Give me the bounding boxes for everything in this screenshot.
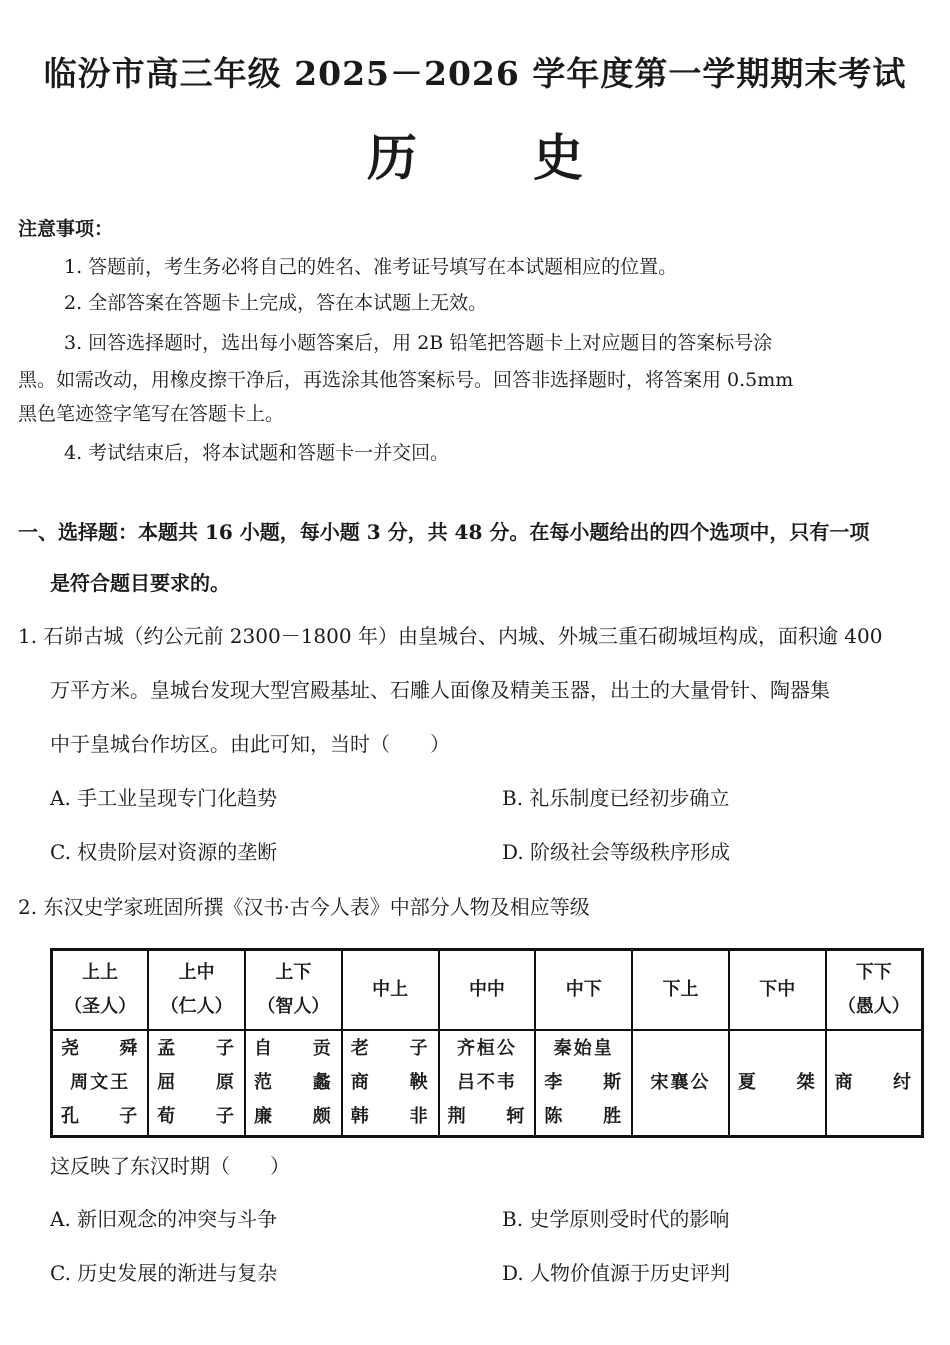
section-heading-line2: 是符合题目要求的。 [50, 571, 230, 595]
q1-option-a: A. 手工业呈现专门化趋势 [50, 786, 278, 810]
grade-header-cell: 上上 （圣人） [52, 950, 149, 1031]
notice-line-4: 黑。如需改动，用橡皮擦干净后，再选涂其他答案标号。回答非选择题时，将答案用 0.5mm [18, 369, 794, 391]
grade-table-names-row [52, 1030, 923, 1137]
grade-names-cell: 孟 子 屈 原 荀 子 [148, 1030, 245, 1137]
grade-names-cell: 宋襄公 [632, 1030, 729, 1137]
subject-title [0, 118, 950, 190]
grade-table [50, 948, 924, 1138]
q2-option-c: C. 历史发展的渐进与复杂 [50, 1261, 278, 1285]
subject-char-2: 史 [533, 128, 583, 187]
notice-line-2: 2. 全部答案在答题卡上完成，答在本试题上无效。 [64, 292, 488, 314]
q2-question: 这反映了东汉时期（ ） [50, 1154, 290, 1178]
grade-header-cell: 下下 （愚人） [826, 950, 923, 1031]
grade-header-cell: 中中 [439, 950, 536, 1031]
grade-names-cell: 齐桓公 吕不韦 荆 轲 [439, 1030, 536, 1137]
notice-heading: 注意事项： [18, 218, 114, 240]
notice-line-1: 1. 答题前，考生务必将自己的姓名、准考证号填写在本试题相应的位置。 [64, 256, 678, 278]
grade-header-cell: 下中 [729, 950, 826, 1031]
grade-names-cell: 夏 桀 [729, 1030, 826, 1137]
q1-stem-line2: 万平方米。皇城台发现大型宫殿基址、石雕人面像及精美玉器，出土的大量骨针、陶器集 [50, 678, 830, 702]
grade-table-header-row [52, 950, 923, 1031]
q2-option-d: D. 人物价值源于历史评判 [502, 1261, 731, 1285]
notice-line-5: 黑色笔迹签字笔写在答题卡上。 [18, 403, 285, 425]
grade-header-cell: 上下 （智人） [245, 950, 342, 1031]
grade-names-cell: 尧 舜 周文王 孔 子 [52, 1030, 149, 1137]
notice-line-3: 3. 回答选择题时，选出每小题答案后，用 2B 铅笔把答题卡上对应题目的答案标号涂 [64, 332, 773, 354]
grade-header-cell: 下上 [632, 950, 729, 1031]
grade-names-cell: 自 贡 范 蠡 廉 颇 [245, 1030, 342, 1137]
q1-option-d: D. 阶级社会等级秩序形成 [502, 840, 731, 864]
grade-header-cell: 中上 [342, 950, 439, 1031]
grade-names-cell: 商 纣 [826, 1030, 923, 1137]
q2-option-a: A. 新旧观念的冲突与斗争 [50, 1207, 278, 1231]
q2-stem: 2. 东汉史学家班固所撰《汉书·古今人表》中部分人物及相应等级 [18, 895, 590, 919]
q1-option-c: C. 权贵阶层对资源的垄断 [50, 840, 278, 864]
q1-option-b: B. 礼乐制度已经初步确立 [502, 786, 730, 810]
section-heading-line1: 一、选择题：本题共 16 小题，每小题 3 分，共 48 分。在每小题给出的四个选项中，只有一项 [18, 520, 870, 544]
grade-header-cell: 中下 [535, 950, 632, 1031]
exam-title: 临汾市高三年级 2025－2026 学年度第一学期期末考试 [43, 54, 907, 93]
grade-header-cell: 上中 （仁人） [148, 950, 245, 1031]
notice-line-6: 4. 考试结束后，将本试题和答题卡一并交回。 [64, 442, 450, 464]
grade-names-cell: 老 子 商 鞅 韩 非 [342, 1030, 439, 1137]
q2-option-b: B. 史学原则受时代的影响 [502, 1207, 730, 1231]
grade-names-cell: 秦始皇 李 斯 陈 胜 [535, 1030, 632, 1137]
subject-char-1: 历 [367, 128, 417, 187]
q1-stem-line3: 中于皇城台作坊区。由此可知，当时（ ） [50, 732, 450, 756]
q1-stem-line1: 1. 石峁古城（约公元前 2300－1800 年）由皇城台、内城、外城三重石砌城垣构成，面积逾 400 [18, 624, 883, 648]
